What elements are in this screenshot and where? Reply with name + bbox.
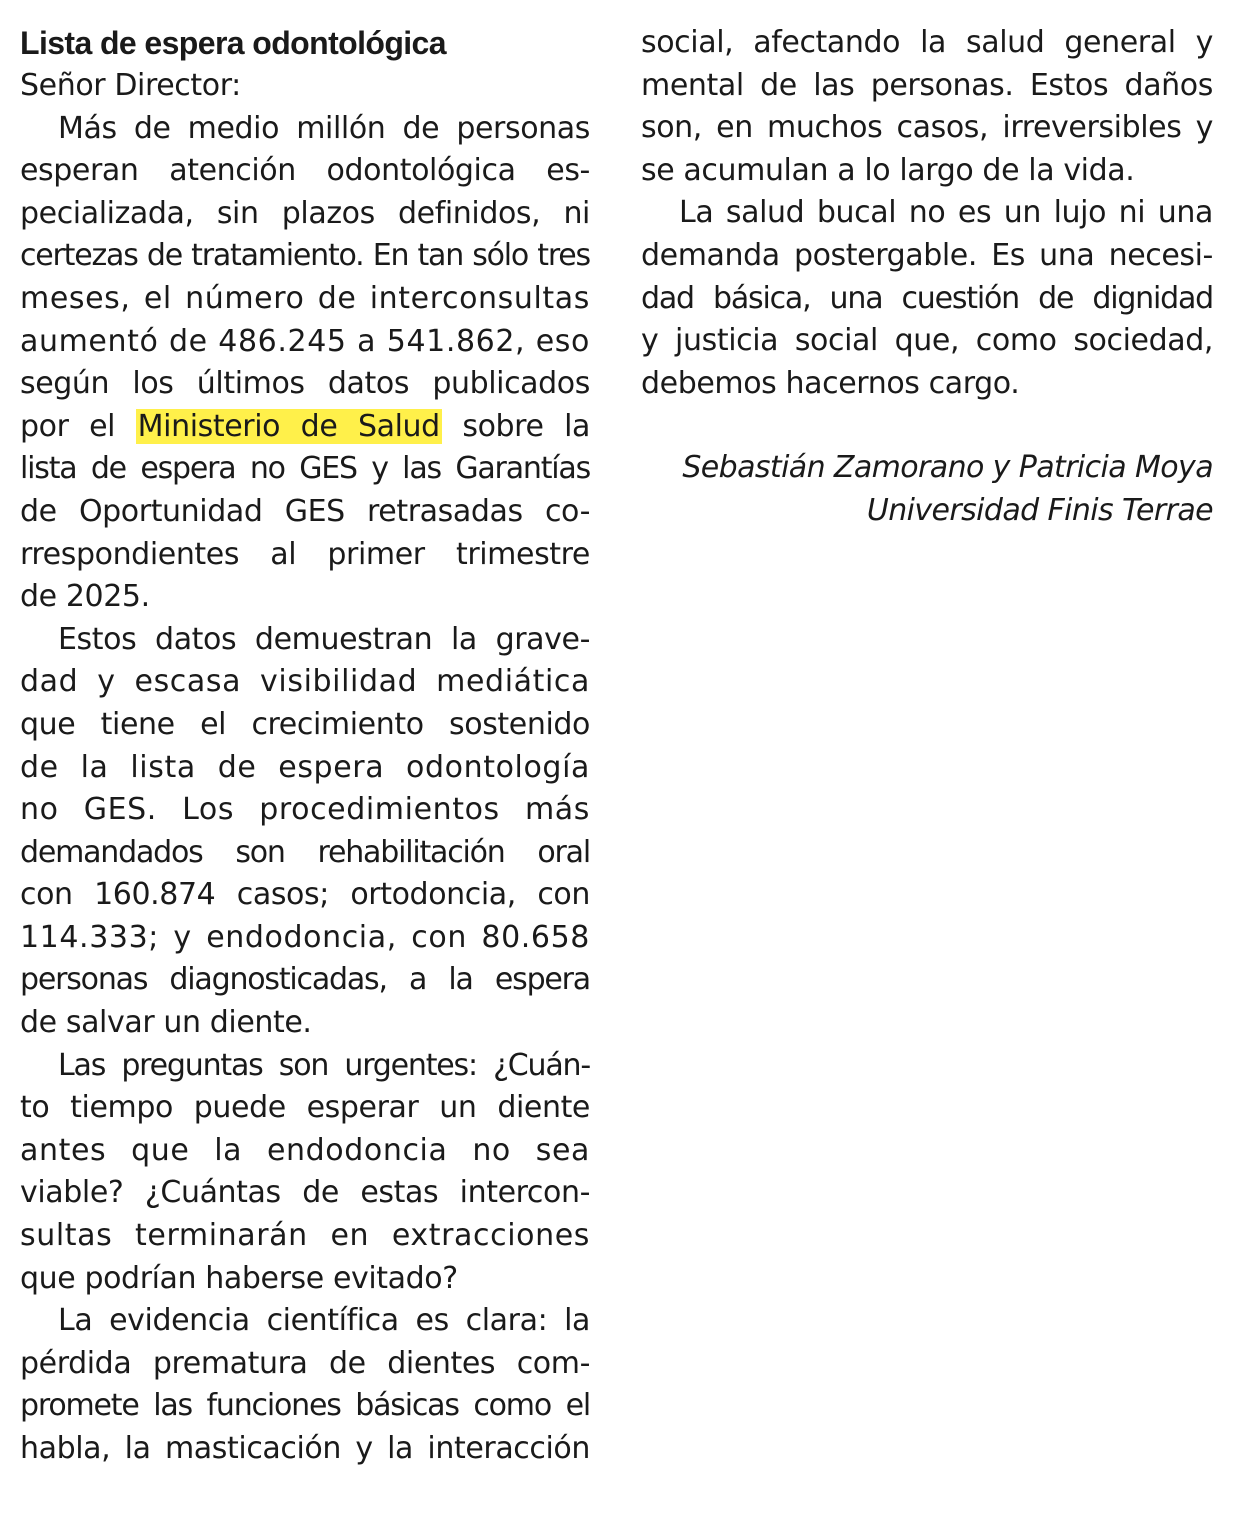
text-line: pérdida prematura de dientes com-: [20, 1345, 590, 1381]
text-line: aumentó de 486.245 a 541.862, eso: [20, 323, 590, 359]
text-line: lista de espera no GES y las Garantías: [20, 451, 590, 487]
letter-title: Lista de espera odontológica: [20, 25, 446, 61]
text-line: debemos hacernos cargo.: [641, 365, 1020, 401]
text-line: rrespondientes al primer trimestre: [20, 536, 590, 572]
text-line: de Oportunidad GES retrasadas co-: [20, 493, 590, 529]
text-line: dad básica, una cuestión de dignidad: [641, 280, 1213, 316]
text-line: antes que la endodoncia no sea: [20, 1132, 590, 1168]
text-line: que tiene el crecimiento sostenido: [20, 706, 590, 742]
left-column: [20, 22, 590, 1471]
text-line: esperan atención odontológica es-: [20, 153, 590, 189]
signature-affiliation: Universidad Finis Terrae: [866, 492, 1213, 528]
text-line: demandados son rehabilitación oral: [20, 834, 590, 870]
text-line: personas diagnosticadas, a la espera: [20, 962, 590, 998]
text-line: de 2025.: [20, 579, 150, 615]
text-line: y justicia social que, como sociedad,: [641, 323, 1213, 359]
text-line: La evidencia científica es clara: la: [58, 1303, 590, 1339]
text-line: de la lista de espera odontología: [20, 749, 590, 785]
text-line: habla, la masticación y la interacción: [20, 1431, 590, 1466]
highlighted-ministry: Ministerio de Salud: [137, 408, 440, 444]
text-line: sultas terminarán en extracciones: [20, 1218, 590, 1254]
text-line: que podrían haberse evitado?: [20, 1260, 458, 1296]
right-column: [641, 22, 1213, 533]
text-line: Las preguntas son urgentes: ¿Cuán-: [58, 1047, 590, 1083]
signature-authors: Sebastián Zamorano y Patricia Moya: [682, 450, 1213, 486]
text-line: Más de medio millón de personas: [58, 110, 590, 146]
text-line: meses, el número de interconsultas: [20, 280, 590, 316]
text-line: certezas de tratamiento. En tan sólo tres: [20, 238, 590, 274]
text-line-highlight: [20, 406, 590, 449]
signature-block: [641, 447, 1213, 532]
text-line: según los últimos datos publicados: [20, 366, 590, 402]
text-line: to tiempo puede esperar un diente: [20, 1090, 590, 1126]
text-line: Estos datos demuestran la grave-: [58, 621, 590, 657]
text-line: 114.333; y endodoncia, con 80.658: [20, 919, 590, 955]
text-line: demanda postergable. Es una necesi-: [641, 237, 1213, 273]
text-line: no GES. Los procedimientos más: [20, 792, 590, 828]
text-line: pecializada, sin plazos definidos, ni: [20, 195, 590, 231]
text-fragment: por el: [20, 408, 116, 444]
text-line: dad y escasa visibilidad mediática: [20, 664, 590, 700]
text-fragment: sobre la: [462, 408, 591, 444]
text-line: de salvar un diente.: [20, 1005, 312, 1041]
salutation: Señor Director:: [20, 68, 241, 103]
text-line: social, afectando la salud general y: [641, 25, 1213, 60]
text-line: La salud bucal no es un lujo ni una: [679, 195, 1213, 231]
text-line: son, en muchos casos, irreversibles y: [641, 110, 1213, 146]
text-line: viable? ¿Cuántas de estas intercon-: [20, 1175, 590, 1211]
text-line: con 160.874 casos; ortodoncia, con: [20, 877, 590, 913]
text-line: se acumulan a lo largo de la vida.: [641, 152, 1135, 188]
text-line: promete las funciones básicas como el: [20, 1388, 590, 1424]
text-line: mental de las personas. Estos daños: [641, 67, 1213, 103]
